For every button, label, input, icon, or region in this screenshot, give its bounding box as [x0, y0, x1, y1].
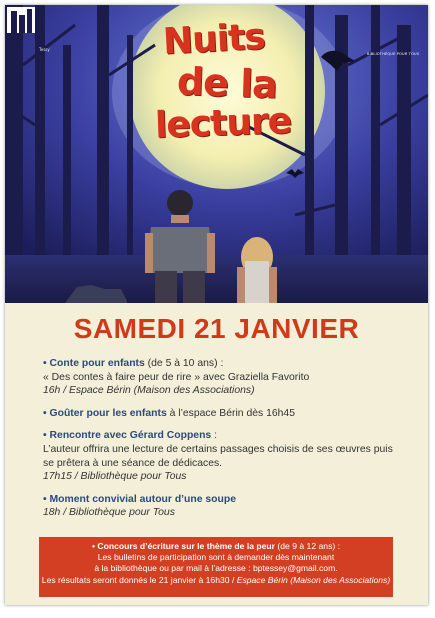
event-item-gouter	[43, 407, 403, 421]
event-heading: Rencontre avec Gérard Coppens	[49, 430, 212, 442]
contest-box	[39, 537, 393, 597]
event-item-conte	[43, 357, 403, 398]
event-list	[43, 357, 403, 529]
title-line-2: de la	[176, 59, 278, 107]
cover-illustration	[5, 5, 428, 303]
event-time-place: 16h / Espace Bérin (Maison des Associations)	[43, 385, 255, 397]
poster	[5, 5, 428, 605]
event-bullet: •	[43, 358, 47, 369]
event-heading-detail: à l’espace Bérin dès 16h45	[166, 407, 295, 419]
event-item-soupe	[43, 493, 403, 520]
contest-age: (de 9 à 12 ans) :	[275, 541, 341, 551]
event-item-rencontre	[43, 429, 403, 483]
bibliotheque-logo-icon	[5, 5, 37, 35]
event-heading: Conte pour enfants	[49, 358, 145, 369]
event-heading-detail: (de 5 à 10 ans) :	[144, 358, 224, 369]
bibliotheque-logo-caption: BIBLIOTHÈQUE POUR TOUS	[367, 52, 420, 56]
event-heading: Moment convivial autour d’une soupe	[49, 493, 237, 505]
contest-results-place: Espace Bérin (Maison des Associations)	[236, 574, 391, 585]
contest-heading: • Concours d’écriture sur le thème de la peur	[91, 541, 276, 551]
event-date: SAMEDI 21 JANVIER	[73, 313, 360, 344]
event-description: « Des contes à faire peur de rire » avec Graziella Favorito	[43, 371, 310, 383]
title-line-3: lecture	[154, 100, 292, 147]
event-bullet: •	[43, 493, 47, 505]
contest-line-2: à la bibliothèque ou par mail à l’adresse : bptessey@gmail.com.	[94, 563, 338, 574]
tessy-logo-caption: Tessy	[39, 47, 50, 52]
event-heading: Goûter pour les enfants	[49, 407, 167, 419]
event-time-place: 17h15 / Bibliothèque pour Tous	[43, 471, 187, 483]
contest-results: Les résultats seront donnés le 21 janvier à 16h30 /	[41, 574, 237, 585]
event-description: L’auteur offrira une lecture de certains passages choisis de ses œuvres puis se prêtera à une séance de dédicaces.	[43, 443, 393, 469]
event-bullet: •	[43, 407, 47, 419]
event-heading-detail: :	[211, 430, 217, 442]
event-time-place: 18h / Bibliothèque pour Tous	[43, 507, 175, 519]
contest-line-1: Les bulletins de participation sont à demander dès maintenant	[97, 552, 335, 563]
event-bullet: •	[43, 430, 47, 442]
title-line-1: Nuits	[161, 16, 266, 63]
